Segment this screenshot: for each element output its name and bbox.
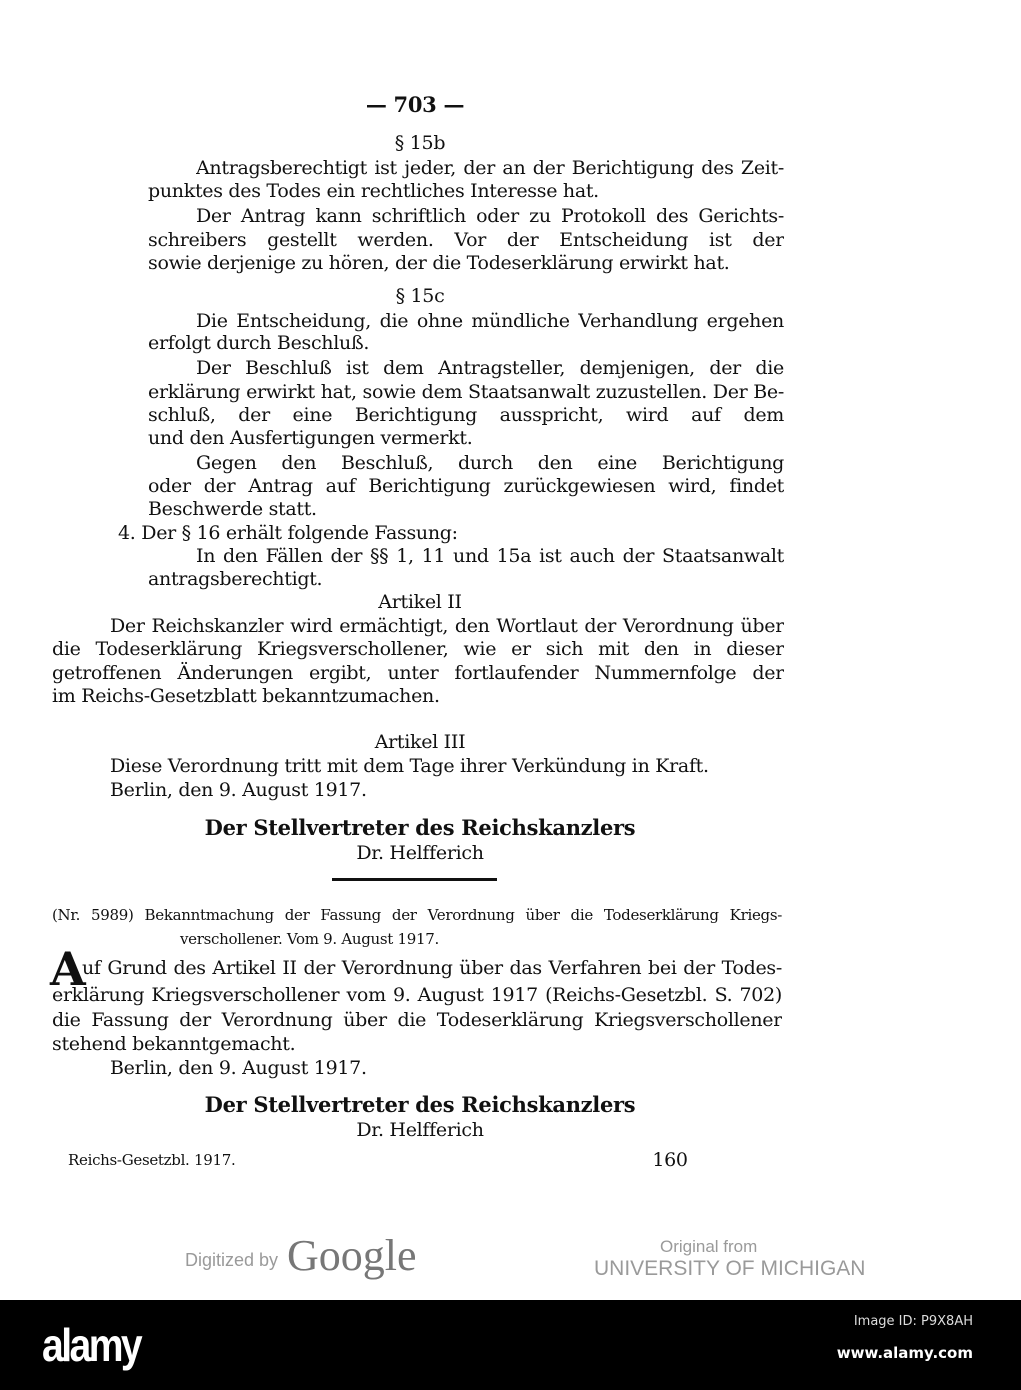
site-url[interactable]: www.alamy.com	[836, 1344, 973, 1362]
text-line: uf Grund des Artikel II der Verordnung über das Verfahren bei der Todes-	[82, 957, 782, 979]
text-line: schreibers gestellt werden. Vor der Entscheidung ist der	[148, 229, 784, 251]
google-logo: Google	[287, 1231, 417, 1280]
digitized-by-label: Digitized by	[185, 1250, 279, 1270]
text-line: 4. Der § 16 erhält folgende Fassung:	[118, 522, 458, 544]
text-line: antragsberechtigt.	[148, 568, 323, 590]
text-line: sowie derjenige zu hören, der die Todeserklärung erwirkt hat.	[148, 252, 730, 274]
text-line: Diese Verordnung tritt mit dem Tage ihrer Verkündung in Kraft.	[110, 755, 709, 777]
notice-title-line: (Nr. 5989) Bekanntmachung der Fassung der Verordnung über die Todeserklärung Kriegs-	[52, 906, 782, 924]
alamy-logo: alamy	[42, 1319, 141, 1371]
text-line: Der Reichskanzler wird ermächtigt, den Wortlaut der Verordnung über	[110, 615, 784, 637]
section-heading: § 15b	[394, 132, 446, 154]
text-line: die Fassung der Verordnung über die Todeserklärung Kriegsverschollener	[52, 1009, 782, 1031]
text-line: getroffenen Änderungen ergibt, unter fortlaufender Nummernfolge der	[52, 662, 784, 684]
text-line: punktes des Todes ein rechtliches Interesse hat.	[148, 180, 599, 202]
text-line: schluß, der eine Berichtigung ausspricht, wird auf dem	[148, 404, 784, 426]
text-line: Berlin, den 9. August 1917.	[110, 1057, 367, 1079]
article-heading: Artikel II	[378, 591, 462, 613]
text-line: Der Antrag kann schriftlich oder zu Protokoll des Gerichts-	[196, 205, 784, 227]
text-line: Beschwerde statt.	[148, 498, 317, 520]
footer-publication: Reichs-Gesetzbl. 1917.	[68, 1151, 236, 1169]
text-line: erklärung erwirkt hat, sowie dem Staatsanwalt zuzustellen. Der Be-	[148, 381, 784, 403]
article-heading: Artikel III	[374, 731, 466, 753]
text-line: stehend bekanntgemacht.	[52, 1033, 296, 1055]
signature-title: Der Stellvertreter des Reichskanzlers	[204, 815, 636, 840]
text-line: erklärung Kriegsverschollener vom 9. August 1917 (Reichs-Gesetzbl. S. 702)	[52, 984, 782, 1006]
separator-rule	[332, 878, 497, 881]
section-heading: § 15c	[395, 285, 445, 307]
page-number: — 703 —	[365, 92, 465, 117]
text-line: im Reichs-Gesetzblatt bekanntzumachen.	[52, 685, 440, 707]
image-id: Image ID: P9X8AH	[853, 1314, 973, 1329]
text-line: Antragsberechtigt ist jeder, der an der Berichtigung des Zeit-	[196, 157, 784, 179]
footer-page-number: 160	[652, 1149, 688, 1171]
signature-name: Dr. Helfferich	[356, 842, 484, 864]
text-line: Berlin, den 9. August 1917.	[110, 779, 367, 801]
drop-cap: A	[50, 942, 86, 996]
original-from-label: Original from	[660, 1237, 758, 1256]
text-line: erfolgt durch Beschluß.	[148, 332, 370, 354]
signature-title: Der Stellvertreter des Reichskanzlers	[204, 1092, 636, 1117]
text-line: und den Ausfertigungen vermerkt.	[148, 427, 473, 449]
institution-label: UNIVERSITY OF MICHIGAN	[594, 1257, 866, 1280]
text-line: Gegen den Beschluß, durch den eine Berichtigung	[196, 452, 784, 474]
notice-title-line: verschollener. Vom 9. August 1917.	[180, 930, 439, 948]
text-line: In den Fällen der §§ 1, 11 und 15a ist auch der Staatsanwalt	[196, 545, 784, 567]
text-line: Die Entscheidung, die ohne mündliche Verhandlung ergehen	[196, 310, 784, 332]
text-line: die Todeserklärung Kriegsverschollener, wie er sich mit den in dieser	[52, 638, 784, 660]
stock-photo-bar	[0, 1300, 1021, 1390]
signature-name: Dr. Helfferich	[356, 1119, 484, 1141]
text-line: Der Beschluß ist dem Antragsteller, demjenigen, der die	[196, 357, 784, 379]
text-line: oder der Antrag auf Berichtigung zurückgewiesen wird, findet	[148, 475, 784, 497]
